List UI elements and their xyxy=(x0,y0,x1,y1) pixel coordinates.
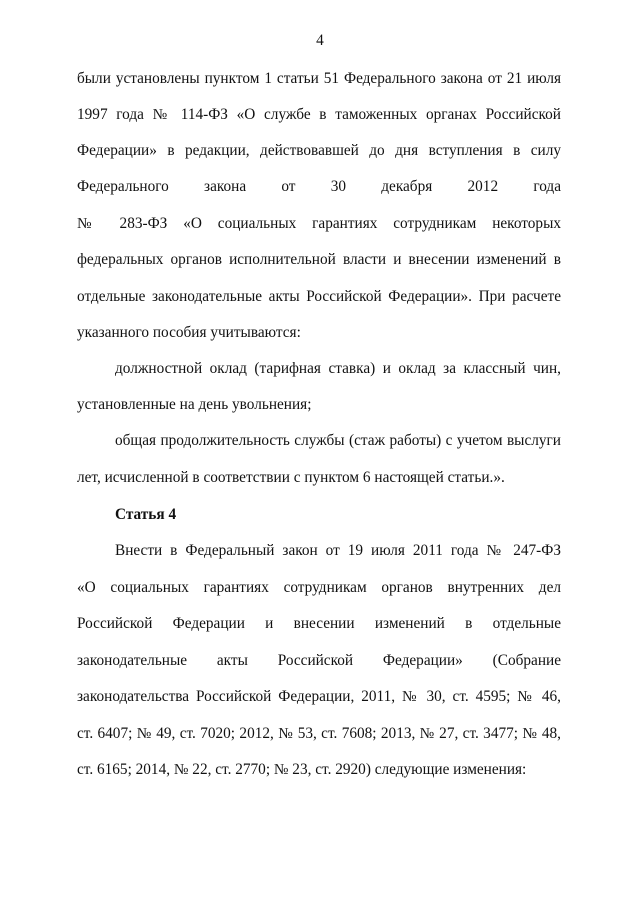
text-line: «О социальных гарантиях сотрудникам органов внутренних дел xyxy=(77,579,561,596)
text-line: законодательные акты Российской Федерации» (Собрание xyxy=(77,652,561,669)
text-line: отдельные законодательные акты Российской Федерации». При расчете xyxy=(77,288,561,305)
article-heading: Статья 4 xyxy=(115,506,177,523)
text-line: ст. 6165; 2014, № 22, ст. 2770; № 23, ст. 2920) следующие изменения: xyxy=(77,761,527,778)
text-line: должностной оклад (тарифная ставка) и оклад за классный чин, xyxy=(115,360,561,377)
text-line: Внести в Федеральный закон от 19 июля 2011 года № 247-ФЗ xyxy=(115,542,561,559)
text-line: были установлены пунктом 1 статьи 51 Федерального закона от 21 июля xyxy=(77,70,561,87)
text-line: установленные на день увольнения; xyxy=(77,396,312,413)
text-line: ст. 6407; № 49, ст. 7020; 2012, № 53, ст. 7608; 2013, № 27, ст. 3477; № 48, xyxy=(77,725,561,742)
text-line: № 283-ФЗ «О социальных гарантиях сотрудникам некоторых xyxy=(77,215,561,232)
text-line: общая продолжительность службы (стаж работы) с учетом выслуги xyxy=(115,432,561,449)
text-line: Федерального закона от 30 декабря 2012 года xyxy=(77,178,561,195)
text-line: федеральных органов исполнительной власти и внесении изменений в xyxy=(77,251,561,268)
text-line: 1997 года № 114-ФЗ «О службе в таможенных органах Российской xyxy=(77,106,561,123)
text-line: лет, исчисленной в соответствии с пунктом 6 настоящей статьи.». xyxy=(77,469,505,486)
text-line: Российской Федерации и внесении изменений в отдельные xyxy=(77,615,561,632)
page-number: 4 xyxy=(316,32,324,49)
text-line: указанного пособия учитываются: xyxy=(77,324,301,341)
text-line: законодательства Российской Федерации, 2011, № 30, ст. 4595; № 46, xyxy=(77,688,561,705)
text-line: Федерации» в редакции, действовавшей до дня вступления в силу xyxy=(77,142,561,159)
